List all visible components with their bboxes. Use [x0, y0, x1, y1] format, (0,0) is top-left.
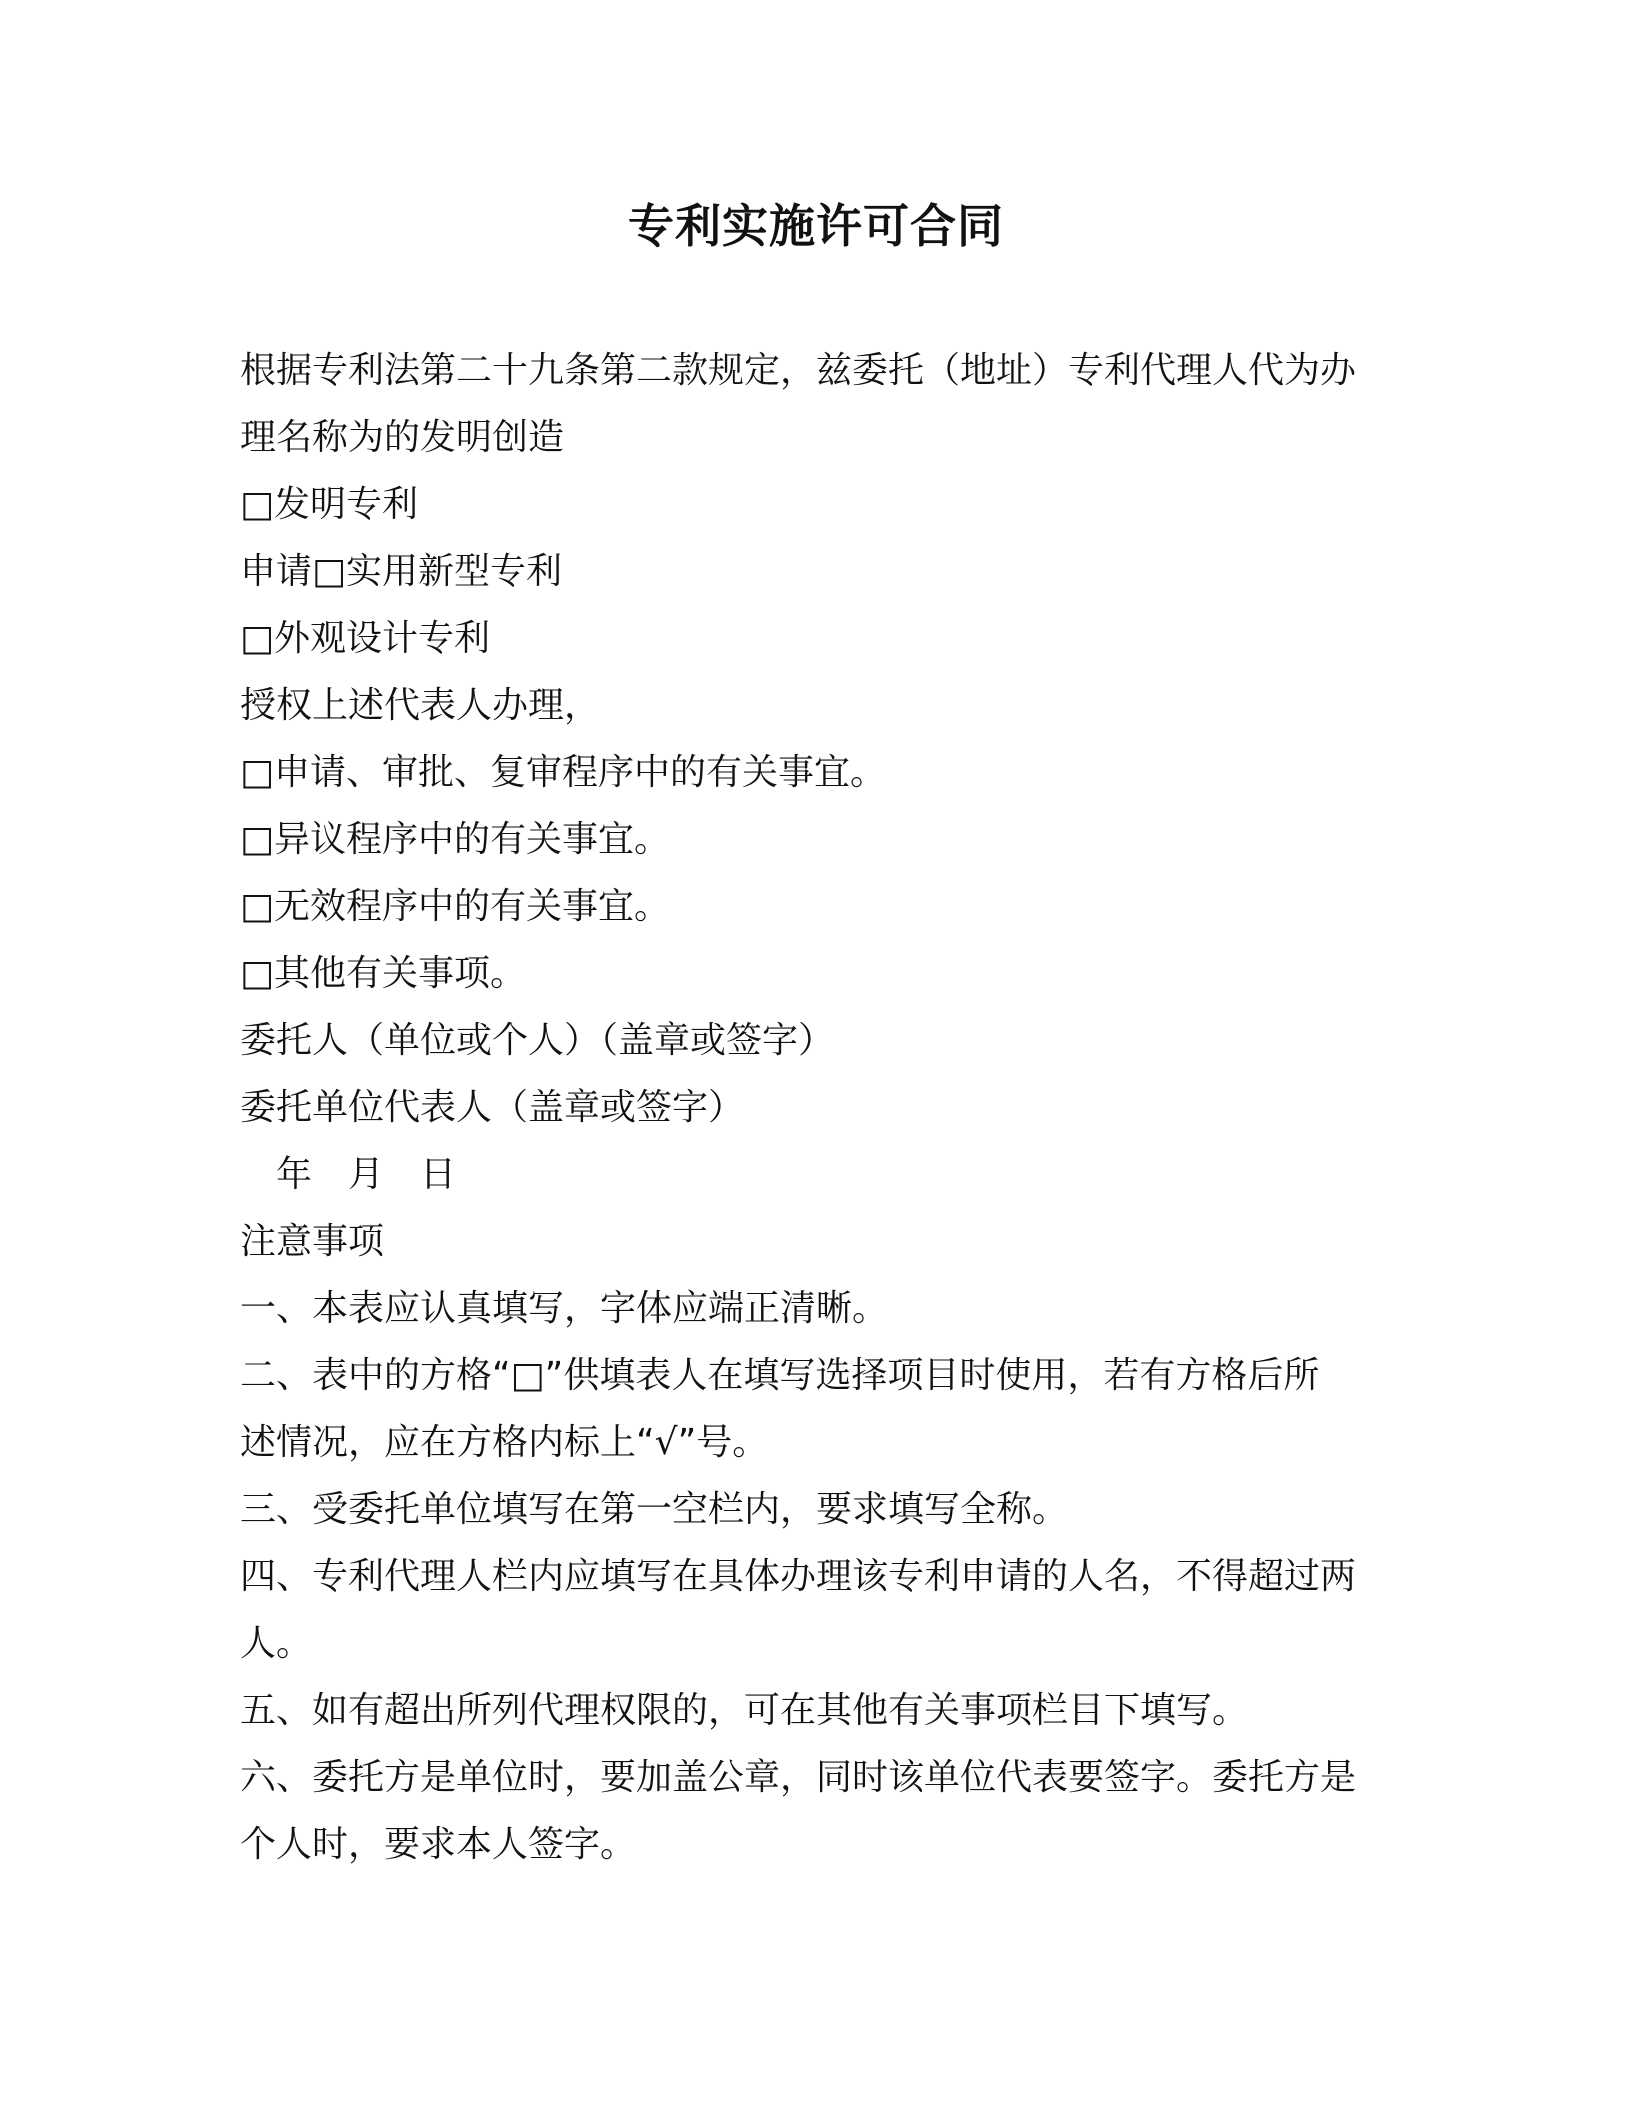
- note-item-1: 一、本表应认真填写，字体应端正清晰。: [240, 1288, 889, 1329]
- notes-heading: 注意事项: [240, 1221, 385, 1262]
- option-invention-patent: □发明专利: [240, 484, 419, 525]
- signature-line-unit-representative: 委托单位代表人（盖章或签字）: [240, 1087, 745, 1128]
- body-line-authorization-intro: 根据专利法第二十九条第二款规定，兹委托（地址）专利代理人代为办: [240, 350, 1357, 391]
- note-item-2-line-1: 二、表中的方格“□”供填表人在填写选择项目时使用，若有方格后所: [240, 1355, 1320, 1396]
- note-item-5: 五、如有超出所列代理权限的，可在其他有关事项栏目下填写。: [240, 1690, 1249, 1731]
- note-item-6-line-2: 个人时，要求本人签字。: [240, 1824, 637, 1865]
- note-item-4-line-1: 四、专利代理人栏内应填写在具体办理该专利申请的人名，不得超过两: [240, 1556, 1357, 1597]
- document-body: [240, 337, 1400, 1878]
- option-utility-model-patent: 申请□实用新型专利: [240, 551, 563, 592]
- option-invalidation-procedure: □无效程序中的有关事宜。: [240, 886, 671, 927]
- signature-line-principal: 委托人（单位或个人）（盖章或签字）: [240, 1020, 835, 1061]
- note-item-3: 三、受委托单位填写在第一空栏内，要求填写全称。: [240, 1489, 1069, 1530]
- note-item-4-line-2: 人。: [240, 1623, 313, 1664]
- note-item-6-line-1: 六、委托方是单位时，要加盖公章，同时该单位代表要签字。委托方是: [240, 1757, 1357, 1798]
- body-line-invention-name: 理名称为的发明创造: [240, 417, 565, 458]
- date-line: 年 月 日: [276, 1154, 457, 1195]
- option-application-review: □申请、审批、复审程序中的有关事宜。: [240, 752, 887, 793]
- body-line-authorize-representative: 授权上述代表人办理，: [240, 685, 601, 726]
- option-opposition-procedure: □异议程序中的有关事宜。: [240, 819, 671, 860]
- document-title: 专利实施许可合同: [628, 199, 1004, 253]
- note-item-2-line-2: 述情况，应在方格内标上“√”号。: [240, 1422, 769, 1463]
- option-other-matters: □其他有关事项。: [240, 953, 527, 994]
- option-design-patent: □外观设计专利: [240, 618, 491, 659]
